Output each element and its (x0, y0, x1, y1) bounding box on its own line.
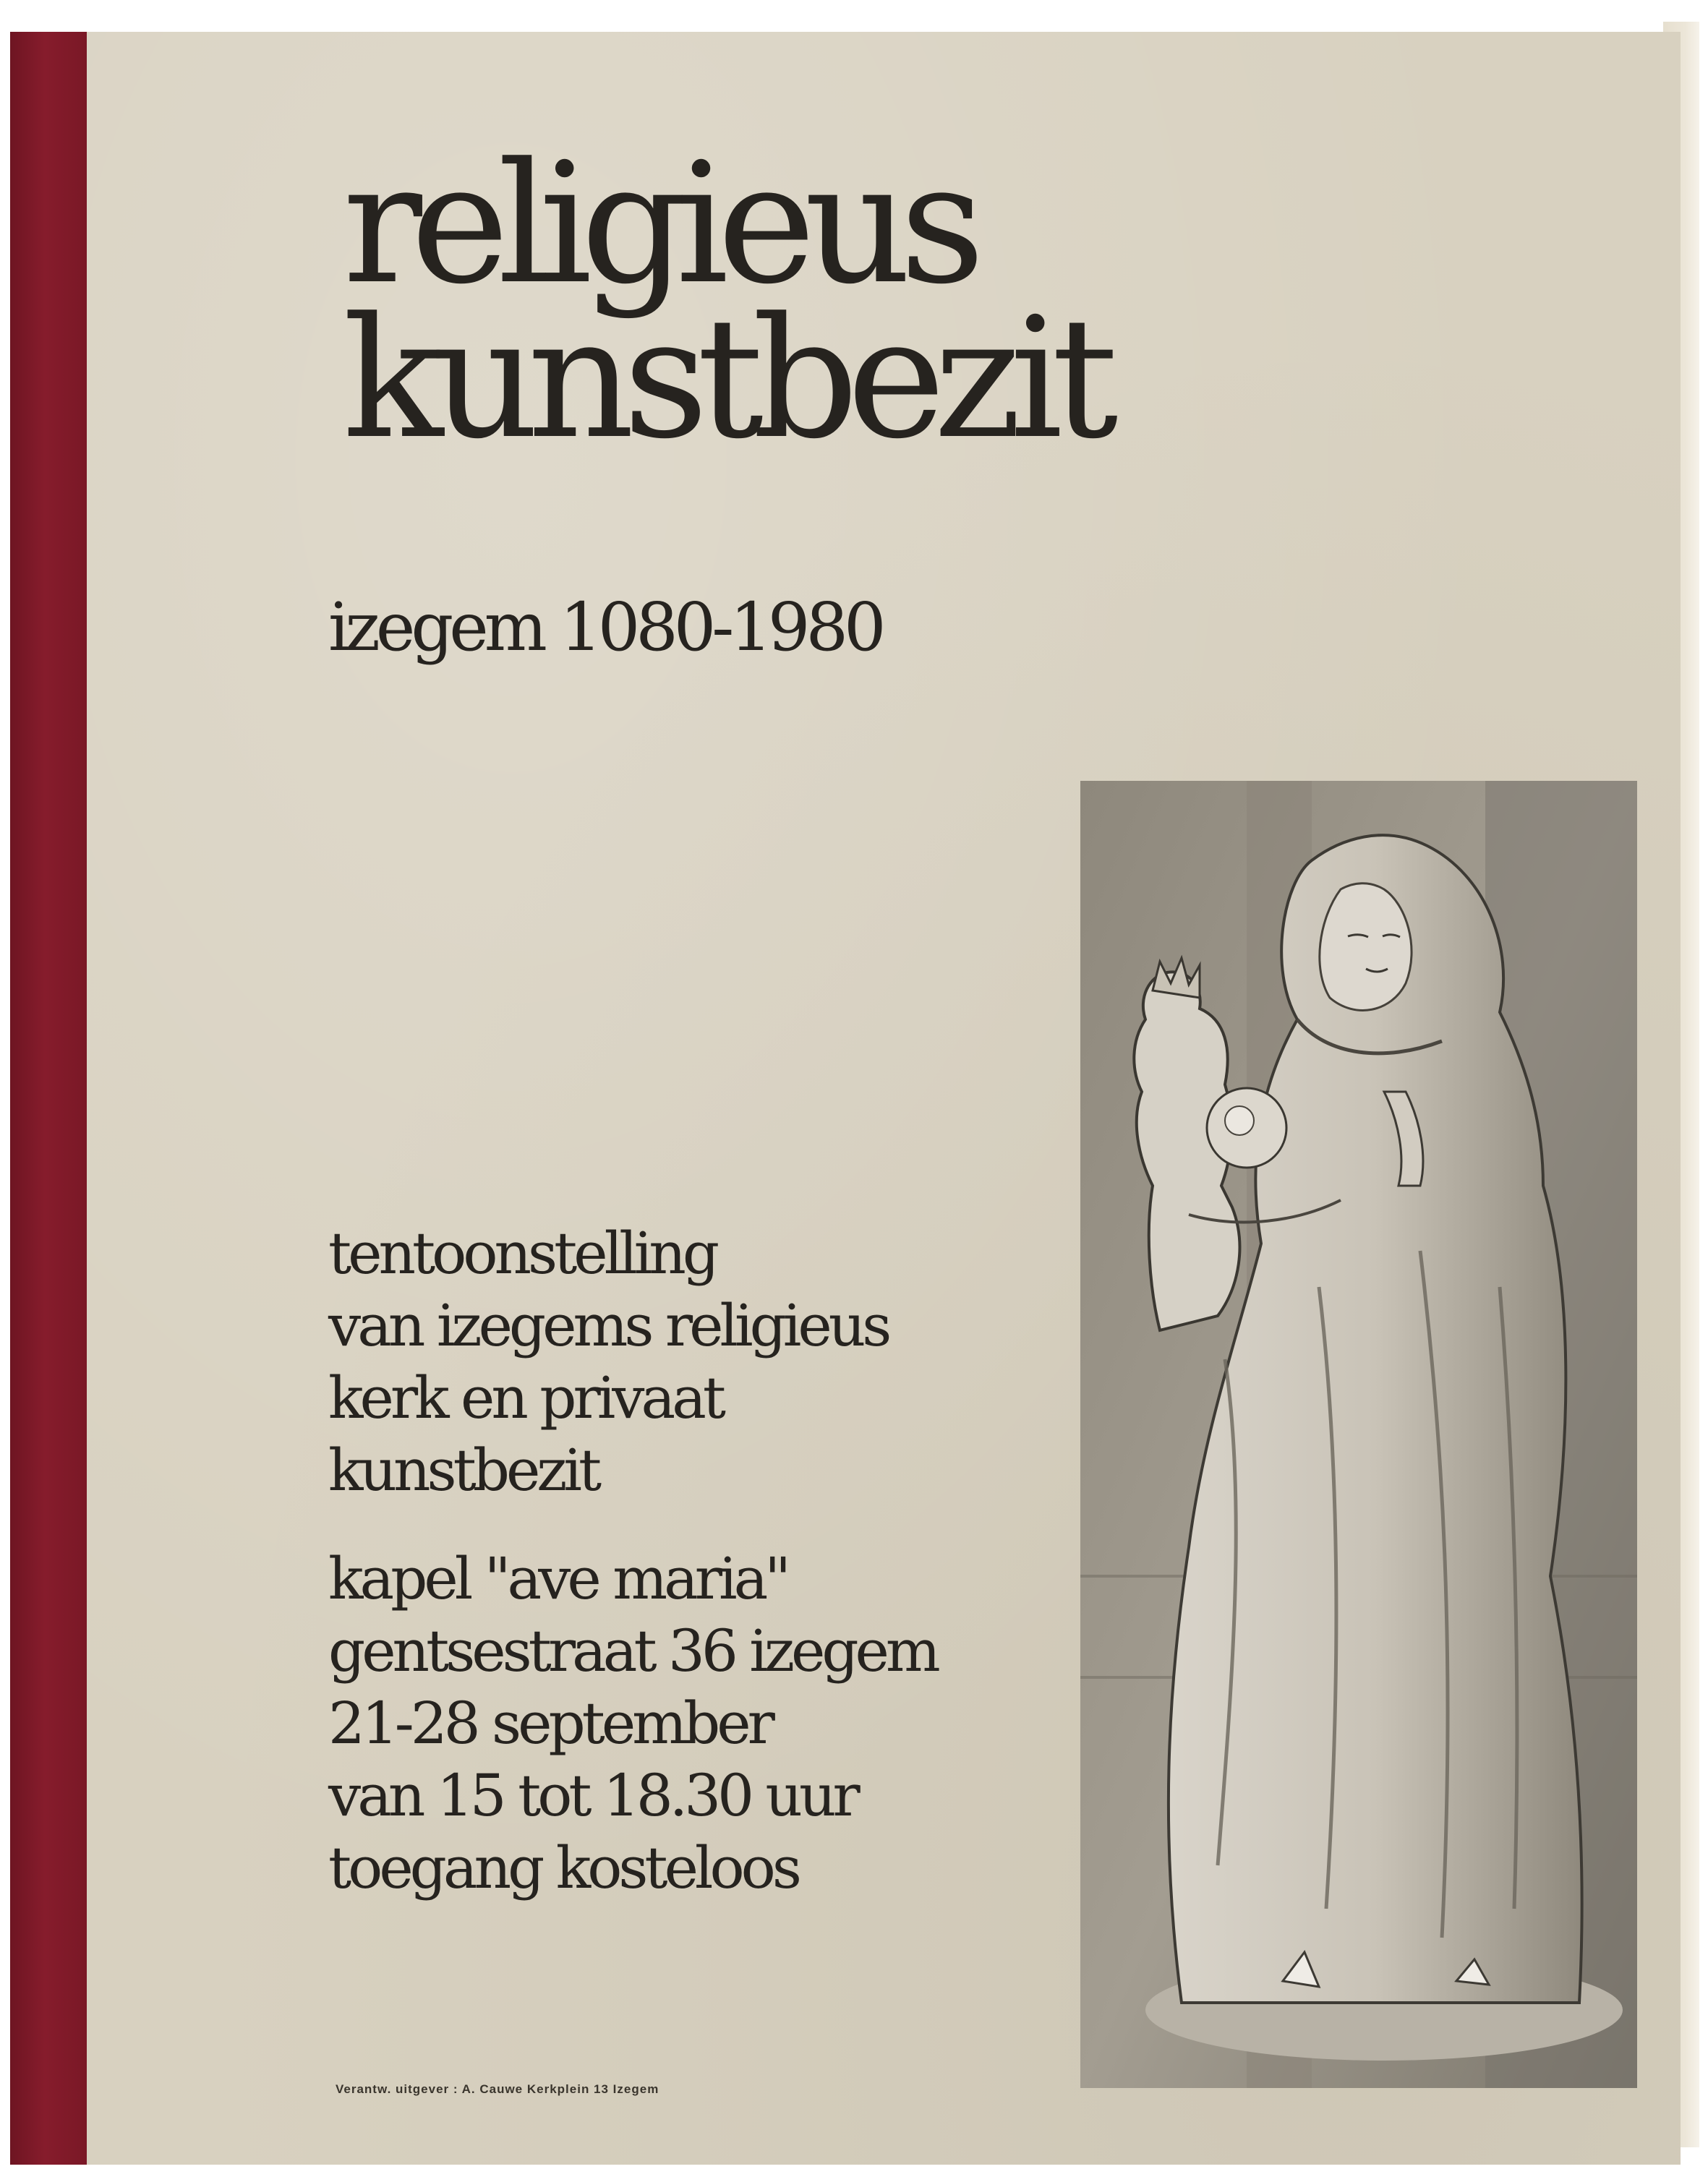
exhibition-details (328, 1543, 937, 1904)
description-line: kunstbezit (328, 1437, 599, 1504)
publisher-imprint: Verantw. uitgever : A. Cauwe Kerkplein 13 Izegem (336, 2082, 659, 2096)
hours-line: van 15 tot 18.30 uur (328, 1762, 857, 1829)
description-line: tentoonstelling (328, 1220, 717, 1287)
description-line: kerk en privaat (328, 1364, 723, 1432)
admission-line: toegang kosteloos (328, 1834, 798, 1901)
address-line: gentsestraat 36 izegem (328, 1617, 937, 1685)
red-spine (10, 32, 87, 2165)
dates-line: 21-28 september (328, 1690, 772, 1757)
title-line-2: kunstbezit (343, 283, 1107, 476)
title-line-1: religieus (343, 128, 974, 321)
description-line: van izegems religieus (328, 1292, 889, 1359)
exhibition-description (328, 1218, 888, 1507)
statue-madonna-photo (1080, 781, 1637, 2088)
cover-subtitle: izegem 1080-1980 (328, 589, 882, 666)
statue-photo (1080, 781, 1637, 2088)
booklet-cover (10, 32, 1681, 2165)
cover-title (343, 128, 1107, 476)
venue-line: kapel "ave maria" (328, 1545, 788, 1612)
